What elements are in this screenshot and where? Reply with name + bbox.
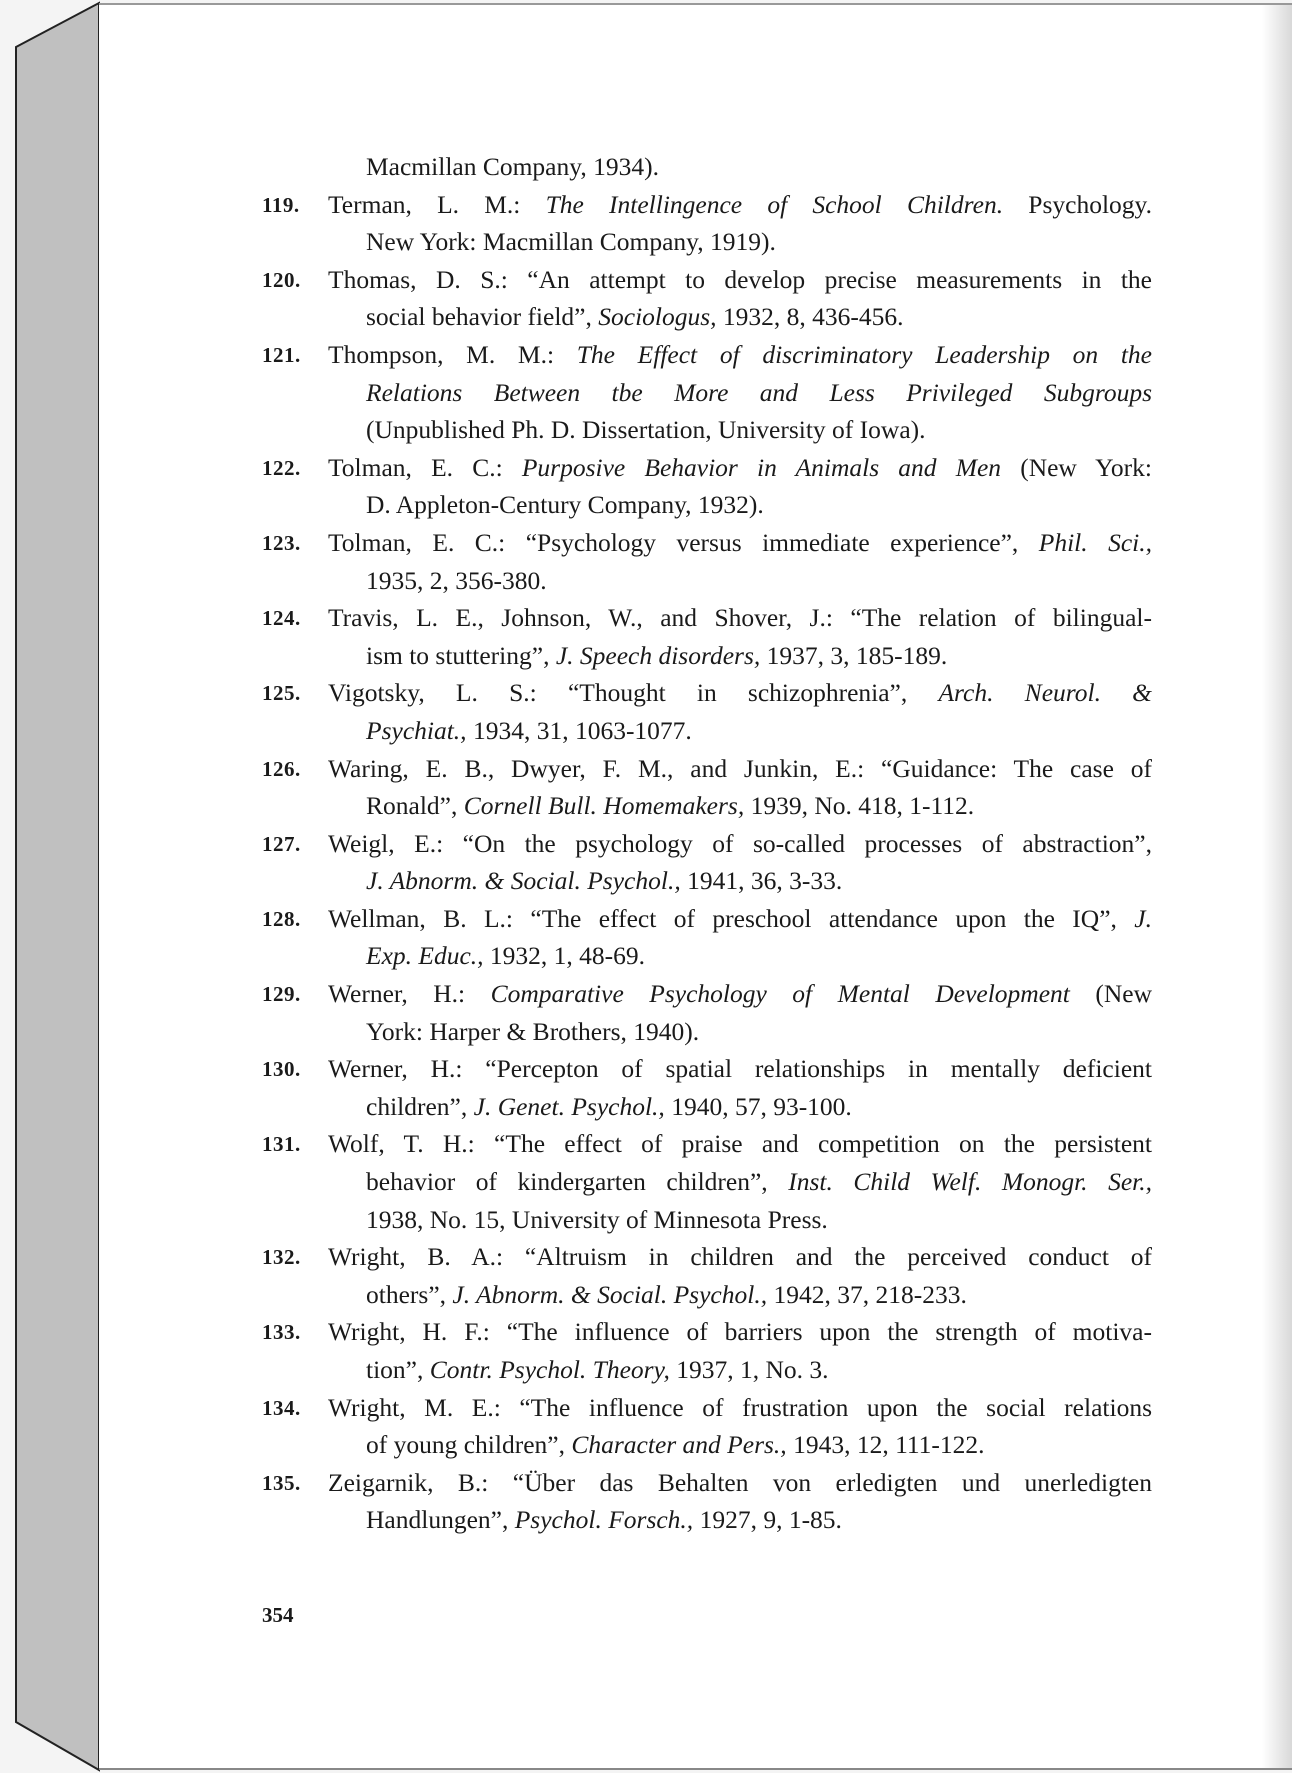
reference-line [262, 1351, 1152, 1389]
reference-text [366, 148, 659, 186]
text-segment: 1940, 57, 93-100. [664, 1091, 852, 1121]
reference-text [366, 298, 904, 336]
text-segment: 1934, 31, 1063-1077. [466, 715, 692, 745]
reference-line [262, 637, 1152, 675]
reference-number: 129. [262, 982, 301, 1007]
reference-text [328, 900, 1152, 938]
text-segment: 1943, 12, 111-122. [786, 1430, 985, 1460]
text-segment: 1927, 9, 1-85. [693, 1505, 842, 1535]
text-segment: Wright, M. E.: “The influence of frustration upon the social relations [328, 1392, 1152, 1422]
reference-number: 131. [262, 1132, 301, 1157]
text-segment: Tolman, E. C.: “Psychology versus immediate experience”, [328, 527, 1039, 557]
italic-title: Inst. Child Welf. Monogr. Ser., [788, 1167, 1152, 1197]
text-segment: York: Harper & Brothers, 1940). [366, 1016, 700, 1046]
reference-line [262, 1464, 1152, 1502]
italic-title: Exp. Educ., [366, 941, 484, 971]
reference-number: 132. [262, 1245, 301, 1270]
italic-title: Psychol. Forsch., [514, 1505, 694, 1535]
reference-line [262, 1050, 1152, 1088]
reference-text [366, 937, 645, 975]
reference-line [262, 1088, 1152, 1126]
text-segment: ism to stuttering”, [366, 640, 556, 670]
reference-entry [262, 1125, 1152, 1238]
italic-title: J. Abnorm. & Social. Psychol., [452, 1279, 768, 1309]
reference-line [262, 298, 1152, 336]
reference-entry [262, 1313, 1152, 1388]
reference-text [366, 1088, 852, 1126]
text-segment: Tolman, E. C.: [328, 452, 522, 482]
reference-line [262, 148, 1152, 186]
italic-title: J. Speech disorders, [555, 640, 761, 670]
text-segment: behavior of kindergarten children”, [366, 1167, 789, 1197]
italic-title: Purposive Behavior in Animals and Men [521, 452, 1002, 482]
reference-number: 125. [262, 681, 301, 706]
italic-title: Character and Pers., [571, 1430, 787, 1460]
reference-text [366, 562, 547, 600]
reference-text [366, 637, 947, 675]
reference-number: 134. [262, 1395, 301, 1420]
reference-text [328, 1125, 1152, 1163]
text-segment: Ronald”, [366, 791, 464, 821]
text-segment: Wright, B. A.: “Altruism in children and the perceived conduct of [328, 1242, 1152, 1272]
text-segment: Wolf, T. H.: “The effect of praise and competition on the persistent [328, 1129, 1152, 1159]
text-segment: (New [1069, 979, 1153, 1009]
reference-line [262, 1238, 1152, 1276]
text-segment: Macmillan Company, 1934). [366, 152, 659, 181]
reference-text [328, 1464, 1152, 1502]
reference-entry [262, 975, 1152, 1050]
reference-text [328, 674, 1152, 712]
reference-entry [262, 524, 1152, 599]
reference-line [262, 1163, 1152, 1201]
reference-text [366, 411, 926, 449]
reference-line [262, 750, 1152, 788]
reference-text [328, 524, 1152, 562]
reference-number: 122. [262, 455, 301, 480]
reference-line [262, 223, 1152, 261]
text-segment: Vigotsky, L. S.: “Thought in schizophrenia”, [328, 678, 939, 708]
reference-line [262, 449, 1152, 487]
reference-text [366, 1163, 1152, 1201]
reference-line [262, 787, 1152, 825]
text-segment: Travis, L. E., Johnson, W., and Shover, J.: “The relation of bilingual- [328, 603, 1152, 633]
reference-text [366, 223, 776, 261]
text-segment: 1937, 3, 185-189. [760, 640, 948, 670]
reference-number: 130. [262, 1057, 301, 1082]
reference-text [328, 336, 1152, 374]
italic-title: Phil. Sci., [1038, 527, 1152, 557]
italic-title: J. Abnorm. & Social. Psychol., [366, 866, 681, 896]
reference-number: 135. [262, 1470, 301, 1495]
reference-entry [262, 449, 1152, 524]
reference-number: 121. [262, 342, 301, 367]
text-segment: tion”, [366, 1355, 430, 1384]
reference-line [262, 712, 1152, 750]
reference-text [366, 1426, 985, 1464]
reference-text [366, 374, 1152, 412]
reference-text [366, 787, 974, 825]
reference-entry [262, 336, 1152, 449]
italic-title: Contr. Psychol. Theory, [429, 1355, 670, 1384]
reference-text [328, 599, 1152, 637]
reference-text [328, 449, 1152, 487]
text-segment: 1941, 36, 3-33. [680, 866, 843, 896]
reference-line [262, 599, 1152, 637]
text-segment: children”, [366, 1091, 474, 1121]
text-segment: (New York: [1001, 452, 1153, 482]
text-segment: Werner, H.: “Percepton of spatial relationships in mentally deficient [328, 1054, 1152, 1084]
text-segment: (Unpublished Ph. D. Dissertation, University of Iowa). [366, 415, 926, 445]
reference-text [328, 825, 1152, 863]
reference-text [328, 186, 1152, 224]
reference-number: 127. [262, 831, 301, 856]
text-segment: 1937, 1, No. 3. [669, 1355, 829, 1384]
reference-line [262, 1389, 1152, 1427]
reference-line [262, 1125, 1152, 1163]
reference-number: 119. [262, 192, 300, 217]
italic-title: Relations Between tbe More and Less Privileged Subgroups [366, 377, 1152, 407]
reference-line [262, 411, 1152, 449]
reference-number: 123. [262, 530, 301, 555]
reference-line [262, 975, 1152, 1013]
reference-text [328, 1238, 1152, 1276]
reference-text [366, 862, 842, 900]
reference-entry [262, 750, 1152, 825]
text-segment: 1932, 1, 48-69. [483, 941, 646, 971]
reference-line [262, 674, 1152, 712]
text-segment: Thompson, M. M.: [328, 339, 577, 369]
text-segment: of young children”, [366, 1430, 572, 1460]
reference-text [366, 1013, 699, 1051]
reference-text [328, 1389, 1152, 1427]
text-segment: Psychology. [1003, 189, 1153, 219]
text-segment: Wright, H. F.: “The influence of barriers upon the strength of motiva- [328, 1317, 1152, 1347]
reference-text [328, 975, 1152, 1013]
reference-number: 128. [262, 906, 301, 931]
text-segment: Waring, E. B., Dwyer, F. M., and Junkin, E.: “Guidance: The case of [328, 753, 1152, 783]
italic-title: J. [1134, 903, 1152, 933]
italic-title: Psychiat., [366, 715, 467, 745]
text-segment: Weigl, E.: “On the psychology of so-called processes of abstraction”, [328, 828, 1152, 858]
reference-line [262, 1201, 1152, 1239]
reference-list [262, 148, 1152, 1539]
reference-line [262, 1501, 1152, 1539]
reference-text [328, 1313, 1152, 1351]
reference-line [262, 374, 1152, 412]
text-segment: 1942, 37, 218-233. [767, 1279, 967, 1309]
italic-title: The Effect of discriminatory Leadership on the [576, 339, 1152, 369]
reference-number: 133. [262, 1320, 301, 1345]
reference-line [262, 1313, 1152, 1351]
reference-line [262, 1276, 1152, 1314]
reference-entry [262, 186, 1152, 261]
reference-line [262, 862, 1152, 900]
reference-text [366, 712, 692, 750]
italic-title: Comparative Psychology of Mental Development [490, 979, 1070, 1009]
reference-entry [262, 1050, 1152, 1125]
reference-text [328, 1050, 1152, 1088]
reference-number: 120. [262, 267, 301, 292]
reference-text [366, 1201, 828, 1239]
reference-text [366, 486, 764, 524]
reference-line [262, 1013, 1152, 1051]
text-segment: 1932, 8, 436-456. [716, 302, 904, 332]
reference-entry [262, 1464, 1152, 1539]
reference-line [262, 900, 1152, 938]
reference-line [262, 937, 1152, 975]
reference-text [366, 1501, 842, 1539]
reference-text [328, 261, 1152, 299]
reference-number: 124. [262, 606, 301, 631]
reference-line [262, 825, 1152, 863]
reference-text [366, 1351, 829, 1389]
text-segment: 1935, 2, 356-380. [366, 565, 547, 595]
italic-title: Cornell Bull. Homemakers, [463, 791, 745, 821]
text-segment: New York: Macmillan Company, 1919). [366, 227, 776, 257]
reference-continuation [262, 148, 1152, 186]
text-segment: Zeigarnik, B.: “Über das Behalten von erledigten und unerledigten [328, 1467, 1152, 1497]
reference-entry [262, 599, 1152, 674]
reference-line [262, 186, 1152, 224]
reference-text [328, 750, 1152, 788]
reference-entry [262, 261, 1152, 336]
text-segment: Wellman, B. L.: “The effect of preschool attendance upon the IQ”, [328, 903, 1135, 933]
reference-number: 126. [262, 756, 301, 781]
reference-line [262, 1426, 1152, 1464]
page-number: 354 [262, 1603, 294, 1627]
italic-title: Arch. Neurol. & [938, 678, 1152, 708]
text-segment: Handlungen”, [366, 1505, 515, 1535]
text-segment: others”, [366, 1279, 453, 1309]
reference-entry [262, 900, 1152, 975]
italic-title: The Intellingence of School Children. [545, 189, 1004, 219]
reference-line [262, 486, 1152, 524]
text-segment: social behavior field”, [366, 302, 599, 332]
reference-entry [262, 1389, 1152, 1464]
text-segment: Werner, H.: [328, 979, 491, 1009]
reference-line [262, 261, 1152, 299]
reference-entry [262, 674, 1152, 749]
text-segment: 1938, No. 15, University of Minnesota Press. [366, 1204, 828, 1234]
reference-line [262, 524, 1152, 562]
text-segment: Terman, L. M.: [328, 189, 546, 219]
text-segment: Thomas, D. S.: “An attempt to develop precise measurements in the [328, 264, 1152, 294]
reference-line [262, 562, 1152, 600]
italic-title: Sociologus, [598, 302, 717, 332]
text-segment: 1939, No. 418, 1-112. [744, 791, 975, 821]
reference-line [262, 336, 1152, 374]
reference-entry [262, 825, 1152, 900]
text-segment: D. Appleton-Century Company, 1932). [366, 490, 764, 520]
page-edge-shadow [1262, 5, 1292, 1768]
reference-text [366, 1276, 967, 1314]
italic-title: J. Genet. Psychol., [473, 1091, 665, 1121]
book-spine [0, 0, 110, 1773]
reference-entry [262, 1238, 1152, 1313]
